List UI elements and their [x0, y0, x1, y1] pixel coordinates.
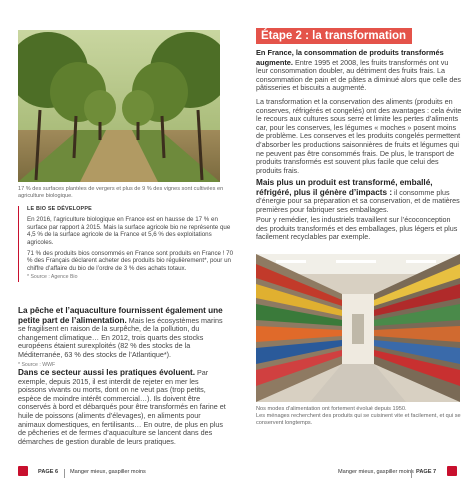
bio-box-title: LE BIO SE DÉVELOPPE: [27, 206, 92, 212]
right-p3-body: il consomme plus d’énergie pour sa préparation et sa conservation, et de matières premières pour fabriquer ses emballages.: [256, 187, 460, 214]
page-7-divider: [411, 469, 412, 478]
page-6-number: PAGE 6: [38, 469, 59, 475]
bio-paragraph-2: 71 % des produits bios consommés en France sont produits en France ! 70 % des Français déclarent acheter des produits bio régulièrement*, pour un chiffre d’affaire du bio de l’ordre de 3 % des achats totaux.: [27, 250, 234, 272]
right-paragraph-4: Pour y remédier, les industriels travaillent sur l’écoconception des produits transformés et des emballages, plus légers et plus facilement recyclables par exemple.: [256, 215, 458, 242]
right-p1-body: Entre 1995 et 2008, les fruits transformés ont vu leur consommation doubler, au détriment des fruits frais. La consommation de pain et de pâtes a diminué alors que celle des pâtisseries et biscuits a augmenté.: [256, 57, 461, 93]
right-p1-lead: En France, la consommation de produits transformés augmente.: [256, 48, 444, 67]
page-7-logo: [447, 466, 457, 476]
page-6-divider: [64, 469, 65, 478]
right-paragraph-1: [256, 48, 462, 93]
secteur-paragraph: [18, 368, 226, 446]
peche-lead: La pêche et l’aquaculture fournissent également une petite part de l’alimentation.: [18, 306, 223, 325]
page-7-title: Manger mieux, gaspiller moins: [338, 469, 414, 475]
right-paragraph-3: [256, 178, 462, 214]
right-p3-lead: Mais plus un produit est transformé, emballé, réfrigéré, plus il génère d’impacts :: [256, 178, 433, 197]
bio-info-box: [18, 206, 237, 282]
supermarket-photo: [256, 254, 460, 402]
right-paragraph-2: La transformation et la conservation des aliments (produits en conserves, réfrigérés et congelés) ont des avantages : cela évite le recours aux cultures sous serre et limite les pertes d’aliments car, pour les conserves, les légumes « moches » posent moins de problème. Les conserves et les produits congelés permettent d’absorber les productions saisonnières de fruits et légumes qui ne peuvent pas être consommés frais. De plus, le transport de produits transformés est souvent plus facile que celui des produits frais.: [256, 97, 462, 175]
page-6-title: Manger mieux, gaspiller moins: [70, 469, 146, 475]
supermarket-caption-1: Nos modes d’alimentation ont fortement évolué depuis 1950.: [256, 406, 407, 412]
secteur-body: Par exemple, depuis 2015, il est interdit de rejeter en mer les poissons vivants ou morts, dont on ne veut pas (trop petits, espèce de moindre intérêt commercial…). Ils doivent être conservés à bord et débarqués pour être transformés en farine et huile de poissons (aliments d’élevages), en aliments pour animaux domestiques, en fertilisants… En outre, de plus en plus de pêcheries et de fermes d’aquaculture se lancent dans des démarches de gestion durable de leurs pratiques.: [18, 368, 226, 446]
peche-body: Mais les écosystèmes marins se fragilisent en raison de la surpêche, de la pollution, du changement climatique… En 2012, trois quarts des stocks européens étaient surexploités (82 % des stocks de la Méditerranée, 63 % des stocks de l’Atlantique*).: [18, 315, 223, 359]
orchard-caption: 17 % des surfaces plantées de vergers et plus de 9 % des vignes sont cultivées en agriculture biologique.: [18, 186, 224, 199]
peche-paragraph: [18, 306, 226, 369]
secteur-lead: Dans ce secteur aussi les pratiques évoluent.: [18, 368, 196, 377]
page-6-logo: [18, 466, 28, 476]
peche-source: * Source : WWF: [18, 361, 56, 368]
orchard-photo: [18, 30, 220, 182]
step-2-title: Étape 2 : la transformation: [256, 28, 412, 44]
supermarket-caption-2: Les ménages recherchent des produits qui se cuisinent vite et facilement, et qui se conservent longtemps.: [256, 413, 461, 426]
page-7-number: PAGE 7: [416, 469, 437, 475]
bio-source: * Source : Agence Bio: [27, 274, 78, 281]
bio-paragraph-1: En 2016, l’agriculture biologique en France est en hausse de 17 % en surface par rapport à 2015. Mais la surface agricole bio ne représente que 4,5 % de la surface agricole de la France et 5,6 % des exploitations agricoles.: [27, 216, 231, 246]
